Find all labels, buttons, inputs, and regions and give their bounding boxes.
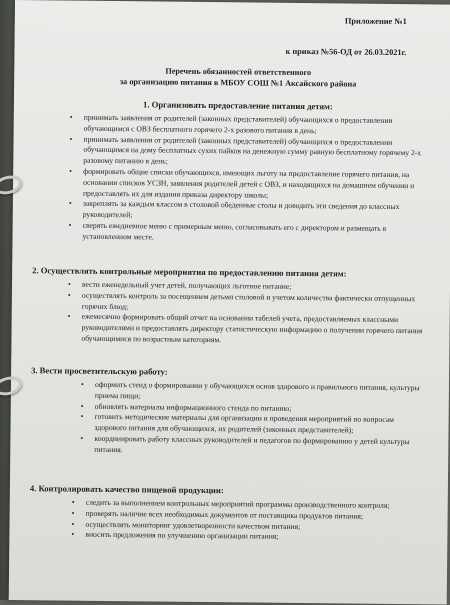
section-2-heading: 2. Осуществлять контрольные мероприятия по предоставлению питания детям:	[32, 265, 347, 279]
section-1-list	[68, 113, 425, 246]
section-4-list	[71, 498, 423, 545]
section-1-heading: 1. Организовать предоставление питания детям:	[143, 99, 333, 112]
section-3-heading: 3. Вести просветительскую работу:	[31, 365, 168, 377]
section-2-list	[67, 280, 426, 349]
list-item: • готовить методические материалы для организации и проведения мероприятий по вопросам здорового питания для обучающихся, их родителей (законных представителей);	[80, 412, 426, 437]
list-item: • вести еженедельный учет детей, получающих льготное питание;	[68, 280, 426, 295]
list-item: • принимать заявления от родителей (законных представителей) обучающихся о предоставлении обучающимся на дому бесплатных сухих пайков на денежную сумму равную бесплатному горячему 2-х разовому питанию в день;	[69, 134, 425, 170]
document-page	[9, 0, 450, 605]
list-item: • проверять наличие всех необходимых документов от поставщика продуктов питания;	[72, 508, 424, 522]
list-item: • осуществлять мониторинг удовлетворенности качеством питания;	[71, 519, 423, 533]
list-item: • следить за выполнением контрольных мероприятий программы производственного контроля;	[72, 498, 424, 512]
list-item: • ежемесячно формировать общий отчет на основании табелей учета, предоставляемых классными руководителями и предоставлять директору статистическую информацию о получении горячего питания обучающимися по возрастным категориям.	[67, 312, 425, 348]
list-item: • осуществлять контроль за посещением детьми столовой и учетом количества фактически отпущенных горячих блюд;	[68, 290, 426, 315]
order-reference: к приказ №56-ОД от 26.03.2021г.	[285, 46, 407, 58]
section-3-list	[80, 380, 427, 459]
appendix-label: Приложение №1	[344, 16, 407, 27]
list-item: • сверять ежедневное меню с примерным меню, согласовывать его с директором и размещать в установленном месте.	[68, 221, 424, 246]
list-item: • закреплять за каждым классом в столовой обеденные столы и доводить эти сведения до классных руководителей;	[69, 199, 425, 224]
document-title-line-1: Перечень обязанностей ответственного	[165, 66, 312, 78]
list-item: • вносить предложения по улучшению организации питания;	[71, 530, 423, 544]
list-item: • формировать общие списки обучающихся, имеющих льготу на предоставление горячего питания, на основании списков УСЗН, заявления родителей детей с ОВЗ, и находящихся на домашнем обучении и предоставлять их для издания приказа директору школы;	[69, 167, 425, 203]
list-item: • координировать работу классных руководителей и педагогов по формированию у детей культуры питания.	[80, 434, 426, 459]
list-item: • принимать заявления от родителей (законных представителей) обучающихся о предоставлении обучающимся с ОВЗ бесплатного горячего 2-х разового питания в день;	[70, 113, 426, 138]
list-item: • обновлять материалы информационного стенда по питанию;	[81, 401, 427, 415]
section-4-heading: 4. Контролировать качество пищевой продукции:	[29, 483, 224, 496]
list-item: • оформить стенд о формировании у обучающихся основ здорового и правильного питания, культуры приема пищи;	[81, 380, 427, 405]
document-title-line-2: за организацию питания в МБОУ СОШ №1 Аксайского района	[119, 77, 357, 89]
